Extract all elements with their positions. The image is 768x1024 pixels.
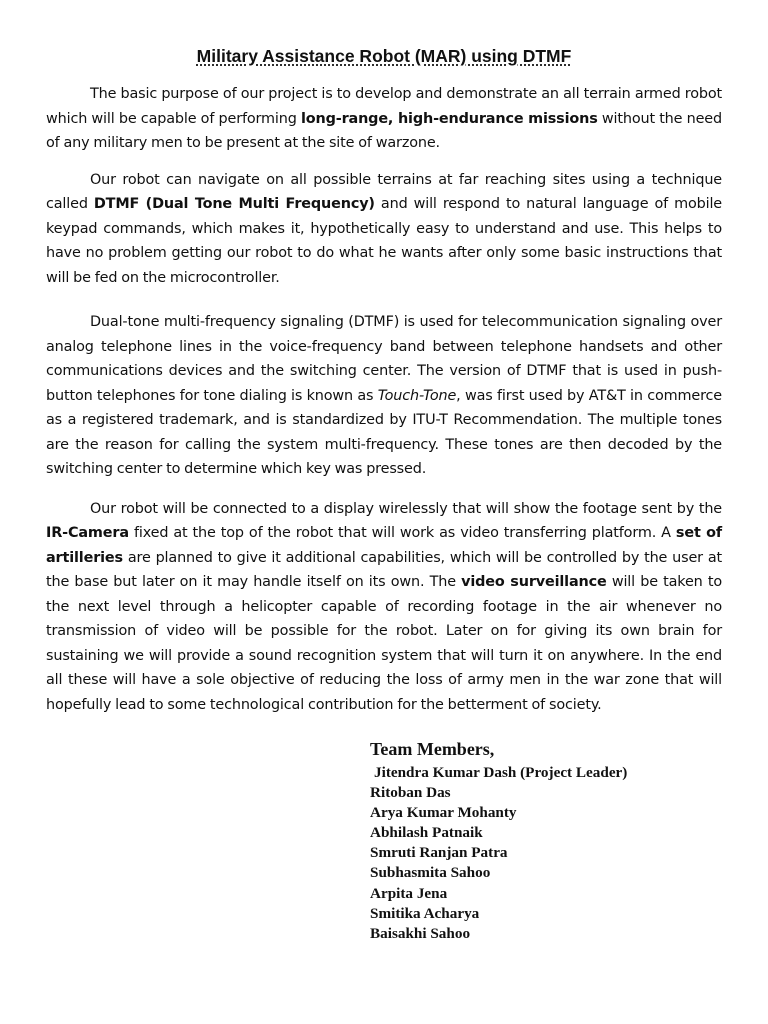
paragraph-text: will be taken to the next level through a helicopter capable of recording footage in the air whenever no transmission of video will be possible for the robot. Later on for giving its own brain for sustaining we will provide a sound recognition system that will turn it on anywhere. In the end all these will have a sole objective of reducing the loss of army men in the war zone that will hopefully lead to some technological contribution for the betterment of society. (46, 574, 722, 713)
team-member: Ritoban Das (370, 784, 451, 802)
emphasis-text: long-range, high-endurance missions (300, 110, 598, 127)
emphasis-text: video surveillance (461, 574, 607, 590)
paragraph-text: and will respond to natural language of mobile keypad commands, which makes it, hypothetically easy to understand and use. This helps to have no problem getting our robot to do what he wants after only some basic instructions that will be fed on the microcontroller. (46, 196, 722, 286)
emphasis-text: IR-Camera (46, 525, 129, 541)
emphasis-text: set of artilleries (46, 525, 722, 566)
paragraph-dtmf (46, 310, 722, 482)
paragraph-text: Our robot can navigate on all possible terrains at far reaching sites using a technique called (46, 171, 722, 212)
paragraph-text: The basic purpose of our project is to develop and demonstrate an all terrain armed robot which will be capable of performing (46, 86, 722, 127)
paragraph-text: Dual-tone multi-frequency signaling (DTMF) is used for telecommunication signaling over analog telephone lines in the voice-frequency band between telephone handsets and other communications devices and the switching center. The version of DTMF that is used in push-button telephones for tone dialing is known as (46, 314, 722, 404)
team-section (370, 737, 627, 944)
paragraph-purpose (46, 82, 722, 156)
team-member: Subhasmita Sahoo (370, 864, 491, 882)
paragraph-text: fixed at the top of the robot that will work as video transferring platform. A (128, 525, 676, 541)
team-member: Smitika Acharya (370, 904, 480, 922)
team-member: Jitendra Kumar Dash (Project Leader) (374, 764, 628, 781)
team-member: Arya Kumar Mohanty (370, 804, 517, 822)
paragraph-navigation (46, 168, 722, 291)
emphasis-text: Touch-Tone (377, 387, 457, 404)
paragraph-text: Our robot will be connected to a display wirelessly that will show the footage sent by the (90, 500, 722, 517)
team-member: Abhilash Patnaik (370, 824, 483, 842)
paragraph-text: are planned to give it additional capabilities, which will be controlled by the user at the base but later on it may handle itself on its own. The (46, 549, 722, 590)
team-member: Arpita Jena (370, 884, 448, 902)
document-body (46, 82, 722, 729)
paragraph-features (46, 497, 722, 718)
team-member: Baisakhi Sahoo (370, 924, 471, 942)
emphasis-text: DTMF (Dual Tone Multi Frequency) (93, 196, 375, 212)
paragraph-text: , was first used by AT&T in commerce as a registered trademark, and is standardized by ITU-T Recommendation. The multiple tones are the reason for calling the system multi-frequency. These tones are then decoded by the switching center to determine which key was pressed. (46, 387, 723, 477)
team-heading: Team Members, (370, 739, 495, 759)
document-title-text: Military Assistance Robot (MAR) using DTMF (196, 46, 572, 66)
team-member-list (370, 763, 627, 944)
document-title (0, 44, 768, 68)
team-member: Smruti Ranjan Patra (370, 844, 508, 862)
paragraph-text: without the need of any military men to be present at the site of warzone. (46, 110, 722, 151)
